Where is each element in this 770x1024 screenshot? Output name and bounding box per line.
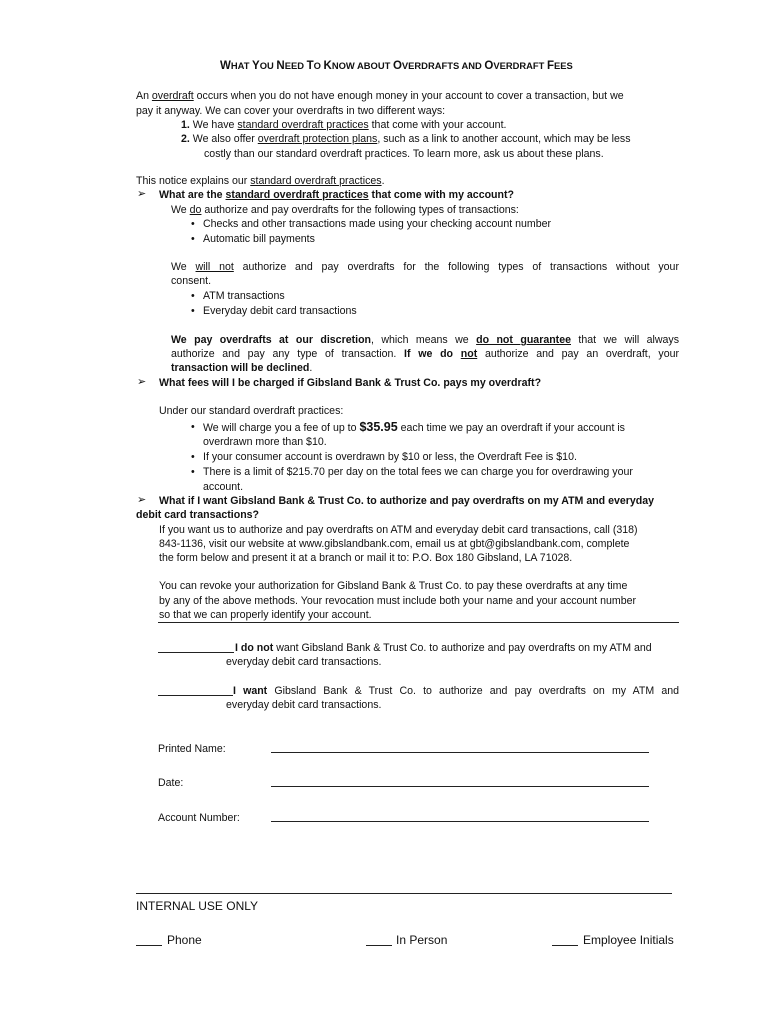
- question-3-line-2: debit card transactions?: [136, 509, 260, 521]
- contact-line-1: If you want us to authorize and pay overdrafts on ATM and everyday debit card transactions, call (318): [159, 524, 638, 536]
- phone-label: Phone: [167, 933, 202, 947]
- discretion-line-2: authorize and pay any type of transaction. If we do not authorize and pay an overdraft, your: [171, 348, 679, 360]
- option-2: 2. We also offer overdraft protection plans, such as a link to another account, which may be less: [181, 133, 631, 145]
- list-item: • If your consumer account is overdrawn by $10 or less, the Overdraft Fee is $10.: [203, 450, 577, 465]
- account-number-label: Account Number:: [158, 812, 240, 824]
- under-practices: Under our standard overdraft practices:: [159, 405, 344, 417]
- date-field[interactable]: [271, 775, 649, 787]
- in-person-label: In Person: [396, 933, 448, 947]
- contact-line-2: 843-1136, visit our website at www.gibslandbank.com, email us at gbt@gibslandbank.com, complete: [159, 538, 630, 550]
- opt-out-checkbox-line[interactable]: [158, 641, 234, 653]
- option-2-line-2: costly than our standard overdraft practices. To learn more, ask us about these plans.: [204, 148, 604, 160]
- arrow-bullet-icon: ➢: [137, 494, 147, 506]
- option-1: 1. We have standard overdraft practices that come with your account.: [181, 119, 507, 131]
- list-item: • There is a limit of $215.70 per day on the total fees we can charge you for overdrawing your: [203, 465, 633, 480]
- list-item: • Checks and other transactions made using your checking account number: [203, 217, 551, 232]
- we-do-authorize: We do authorize and pay overdrafts for the following types of transactions:: [171, 204, 519, 216]
- question-3: What if I want Gibsland Bank & Trust Co. to authorize and pay overdrafts on my ATM and everyday: [159, 495, 655, 507]
- limit-line-2: account.: [203, 481, 244, 493]
- section-divider: [158, 622, 679, 623]
- phone-check-line[interactable]: [136, 934, 162, 946]
- fee-amount: $35.95: [359, 420, 398, 434]
- list-item: • We will charge you a fee of up to $35.95 each time we pay an overdraft if your account is: [203, 420, 679, 436]
- arrow-bullet-icon: ➢: [137, 376, 147, 388]
- opt-out-text: I do not want Gibsland Bank & Trust Co. to authorize and pay overdrafts on my ATM and: [235, 642, 652, 654]
- intro-line-1: An overdraft occurs when you do not have enough money in your account to cover a transaction, but we: [136, 90, 624, 102]
- page-title: WHAT YOU NEED TO KNOW ABOUT OVERDRAFTS AND OVERDRAFT FEES: [220, 60, 573, 72]
- discretion-line-3: transaction will be declined.: [171, 362, 313, 374]
- consent-line: consent.: [171, 275, 212, 287]
- list-item: • Everyday debit card transactions: [203, 304, 357, 319]
- notice-explains: This notice explains our standard overdraft practices.: [136, 175, 385, 187]
- opt-in-checkbox-line[interactable]: [158, 684, 233, 696]
- internal-use-heading: INTERNAL USE ONLY: [136, 899, 259, 913]
- revoke-line-3: so that we can properly identify your account.: [159, 609, 372, 621]
- date-label: Date:: [158, 777, 184, 789]
- account-number-field[interactable]: [271, 810, 649, 822]
- overdraft-term: overdraft: [151, 90, 194, 102]
- fee-line-2: overdrawn more than $10.: [203, 436, 327, 448]
- opt-in-text: I want Gibsland Bank & Trust Co. to authorize and pay overdrafts on my ATM and: [233, 685, 679, 697]
- contact-line-3: the form below and present it at a branch or mail it to: P.O. Box 180 Gibsland, LA 71028.: [159, 552, 573, 564]
- question-2: What fees will I be charged if Gibsland Bank & Trust Co. pays my overdraft?: [159, 377, 542, 389]
- question-1: What are the standard overdraft practices that come with my account?: [159, 189, 514, 201]
- opt-out-text-line-2: everyday debit card transactions.: [226, 656, 382, 668]
- employee-initials-label: Employee Initials: [583, 933, 674, 947]
- revoke-line-2: by any of the above methods. Your revocation must include both your name and your account number: [159, 595, 637, 607]
- we-will-not-authorize: We will not authorize and pay overdrafts for the following types of transactions without your: [171, 261, 679, 273]
- opt-in-text-line-2: everyday debit card transactions.: [226, 699, 382, 711]
- arrow-bullet-icon: ➢: [137, 188, 147, 200]
- discretion-line-1: We pay overdrafts at our discretion, which means we do not guarantee that we will always: [171, 334, 680, 346]
- internal-divider: [136, 893, 672, 894]
- intro-line-2: pay it anyway. We can cover your overdrafts in two different ways:: [136, 105, 446, 117]
- list-item: • Automatic bill payments: [203, 232, 315, 247]
- list-item: • ATM transactions: [203, 289, 285, 304]
- revoke-line-1: You can revoke your authorization for Gibsland Bank & Trust Co. to pay these overdrafts at any time: [159, 580, 628, 592]
- printed-name-label: Printed Name:: [158, 743, 226, 755]
- in-person-check-line[interactable]: [366, 934, 392, 946]
- employee-initials-check-line[interactable]: [552, 934, 578, 946]
- printed-name-field[interactable]: [271, 741, 649, 753]
